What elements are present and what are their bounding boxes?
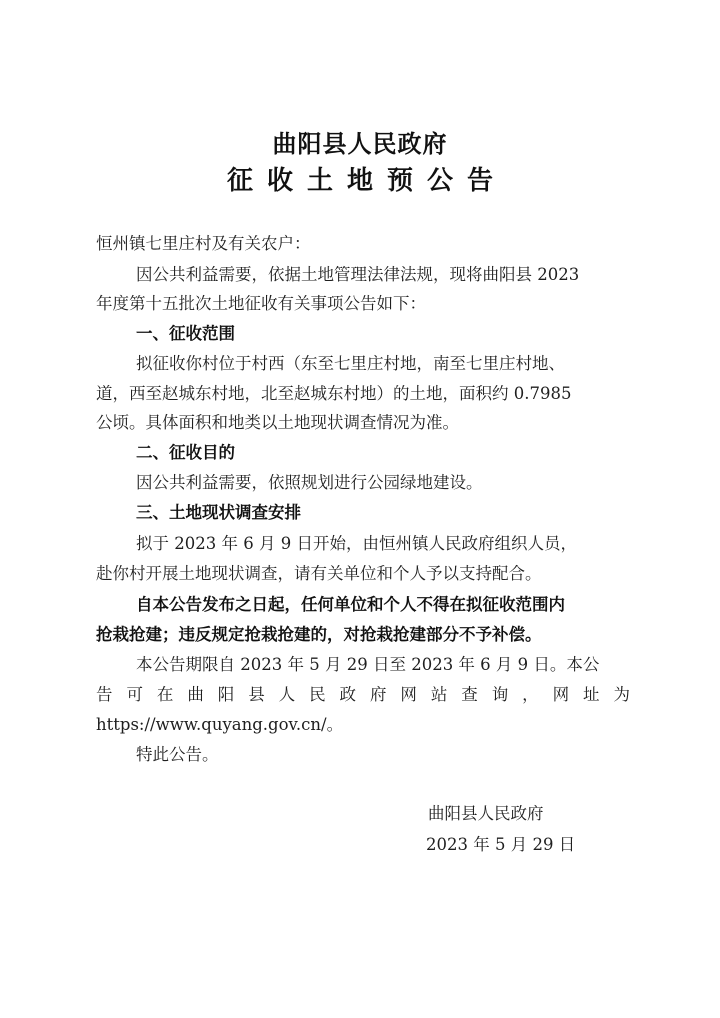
section-purpose-line-1: 因公共利益需要，依照规划进行公园绿地建设。 [136,473,483,492]
justified-char: 人 [278,685,296,704]
justified-char: 政 [339,685,356,704]
section-heading-purpose: 二、征收目的 [136,443,235,462]
closing-remark: 特此公告。 [136,745,219,764]
justified-char: ， [522,685,539,704]
section-scope-line-1: 拟征收你村位于村西（东至七里庄村地，南至七里庄村地、 [136,354,565,373]
prohibition-notice-line-1: 自本公告发布之日起，任何单位和个人不得在拟征收范围内 [136,595,565,614]
prohibition-notice-line-2: 抢栽抢建；违反规定抢栽抢建的，对抢栽抢建部分不予补偿。 [96,625,542,644]
justified-char: 查 [461,685,478,704]
issuer-signature: 曲阳县人民政府 [428,804,544,823]
section-heading-scope: 一、征收范围 [136,324,235,343]
document-title-issuer: 曲阳县人民政府 [272,130,448,158]
notice-period-line-1: 本公告期限自 2023 年 5 月 29 日至 2023 年 6 月 9 日。本公 [136,655,600,674]
justified-char: 为 [613,685,630,704]
document-title-subject: 征收土地预公告 [226,166,507,196]
intro-paragraph-line-1: 因公共利益需要，依据土地管理法律法规，现将曲阳县 2023 [136,265,580,284]
section-scope-line-3: 公顷。具体面积和地类以土地现状调查情况为准。 [96,413,459,432]
section-scope-line-2: 道，西至赵城东村地，北至赵城东村地）的土地，面积约 0.7985 [96,384,572,403]
justified-char: 在 [156,685,174,704]
justified-char: 曲 [187,685,204,704]
justified-char: 可 [126,685,143,704]
notice-period-line-2 [96,685,630,705]
section-survey-line-2: 赴你村开展土地现状调查，请有关单位和个人予以支持配合。 [96,564,542,583]
justified-char: 网 [400,685,417,704]
intro-paragraph-line-2: 年度第十五批次土地征收有关事项公告如下： [96,294,426,313]
justified-char: 告 [96,685,113,704]
justified-char: 阳 [217,685,235,704]
justified-char: 询 [491,685,509,704]
issue-date: 2023 年 5 月 29 日 [426,835,576,854]
justified-char: 址 [583,685,600,704]
justified-char: 县 [248,685,265,704]
website-url: https://www.quyang.gov.cn/。 [96,715,344,734]
addressee: 恒州镇七里庄村及有关农户： [96,234,311,253]
section-survey-line-1: 拟于 2023 年 6 月 9 日开始，由恒州镇人民政府组织人员， [136,534,577,553]
justified-char: 府 [369,685,387,704]
justified-char: 网 [552,685,570,704]
section-heading-survey: 三、土地现状调查安排 [136,503,301,522]
justified-char: 民 [309,685,326,704]
justified-char: 站 [430,685,448,704]
